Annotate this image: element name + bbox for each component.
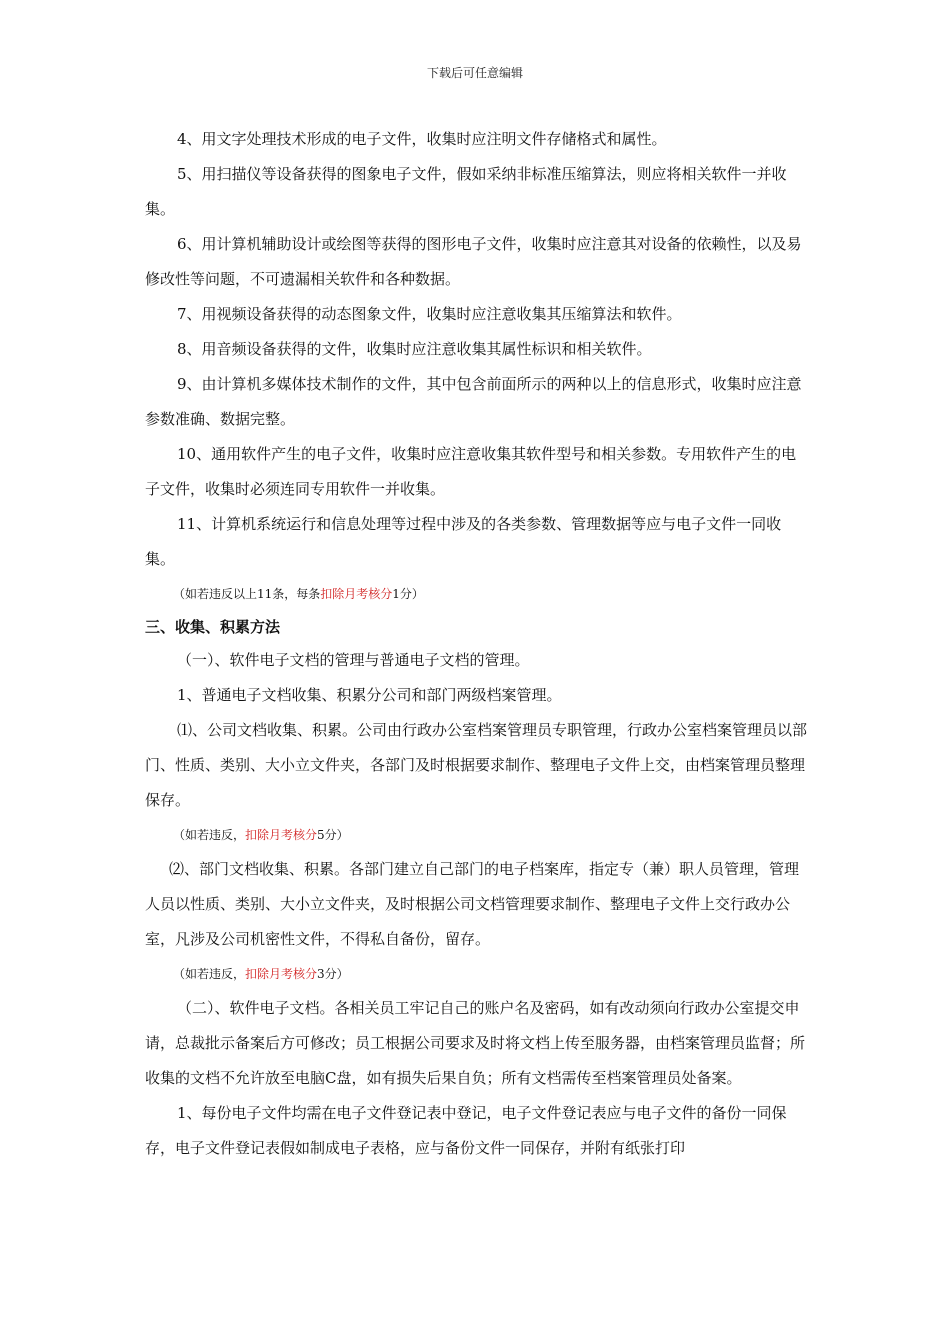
document-body <box>145 122 810 1166</box>
note-1-post: 1分） <box>392 587 424 601</box>
item-7: 7、用视频设备获得的动态图象文件，收集时应注意收集其压缩算法和软件。 <box>177 305 682 323</box>
subsection-1: （一）、软件电子文档的管理与普通电子文档的管理。 <box>177 651 530 669</box>
penalty-note-3 <box>145 957 810 991</box>
item-8: 8、用音频设备获得的文件，收集时应注意收集其属性标识和相关软件。 <box>177 340 652 358</box>
note-3-post: 3分） <box>317 967 349 981</box>
note-2-red: 扣除月考核分 <box>245 828 318 842</box>
item-4: 4、用文字处理技术形成的电子文件，收集时应注明文件存储格式和属性。 <box>177 130 667 148</box>
subsection-1-item-1-1: ⑴、公司文档收集、积累。公司由行政办公室档案管理员专职管理，行政办公室档案管理员以部门、性质、类别、大小立文件夹，各部门及时根据要求制作、整理电子文件上交，由档案管理员整理保存。 <box>145 721 808 809</box>
note-1-red: 扣除月考核分 <box>320 587 393 601</box>
item-11: 11、计算机系统运行和信息处理等过程中涉及的各类参数、管理数据等应与电子文件一同收集。 <box>145 515 782 568</box>
page-header: 下载后可任意编辑 <box>426 66 523 80</box>
penalty-note-1 <box>145 577 810 611</box>
note-1-pre: （如若违反以上11条，每条 <box>173 587 321 601</box>
item-5: 5、用扫描仪等设备获得的图象电子文件，假如采纳非标准压缩算法，则应将相关软件一并收集。 <box>145 165 787 218</box>
penalty-note-2 <box>145 818 810 852</box>
note-2-post: 5分） <box>317 828 349 842</box>
section-3-title: 三、收集、积累方法 <box>145 618 281 636</box>
note-3-pre: （如若违反， <box>173 967 246 981</box>
note-3-red: 扣除月考核分 <box>245 967 318 981</box>
item-9: 9、由计算机多媒体技术制作的文件，其中包含前面所示的两种以上的信息形式，收集时应注意参数准确、数据完整。 <box>145 375 802 428</box>
item-6: 6、用计算机辅助设计或绘图等获得的图形电子文件，收集时应注意其对设备的依赖性，以及易修改性等问题，不可遗漏相关软件和各种数据。 <box>145 235 802 288</box>
note-2-pre: （如若违反， <box>173 828 246 842</box>
subsection-1-item-1-2: ⑵、部门文档收集、积累。各部门建立自己部门的电子档案库，指定专（兼）职人员管理，管理人员以性质、类别、大小立文件夹，及时根据公司文档管理要求制作、整理电子文件上交行政办公室，凡涉及公司机密性文件，不得私自备份，留存。 <box>145 860 800 948</box>
subsection-1-item-1: 1、普通电子文档收集、积累分公司和部门两级档案管理。 <box>177 686 562 704</box>
subsection-2: （二）、软件电子文档。各相关员工牢记自己的账户名及密码，如有改动须向行政办公室提交申请，总裁批示备案后方可修改；员工根据公司要求及时将文档上传至服务器，由档案管理员监督；所收集的文档不允许放至电脑C盘，如有损失后果自负；所有文档需传至档案管理员处备案。 <box>145 999 806 1087</box>
subsection-2-item-1: 1、每份电子文件均需在电子文件登记表中登记，电子文件登记表应与电子文件的备份一同保存，电子文件登记表假如制成电子表格，应与备份文件一同保存，并附有纸张打印 <box>145 1104 787 1157</box>
item-10: 10、通用软件产生的电子文件，收集时应注意收集其软件型号和相关参数。专用软件产生的电子文件，收集时必须连同专用软件一并收集。 <box>145 445 797 498</box>
